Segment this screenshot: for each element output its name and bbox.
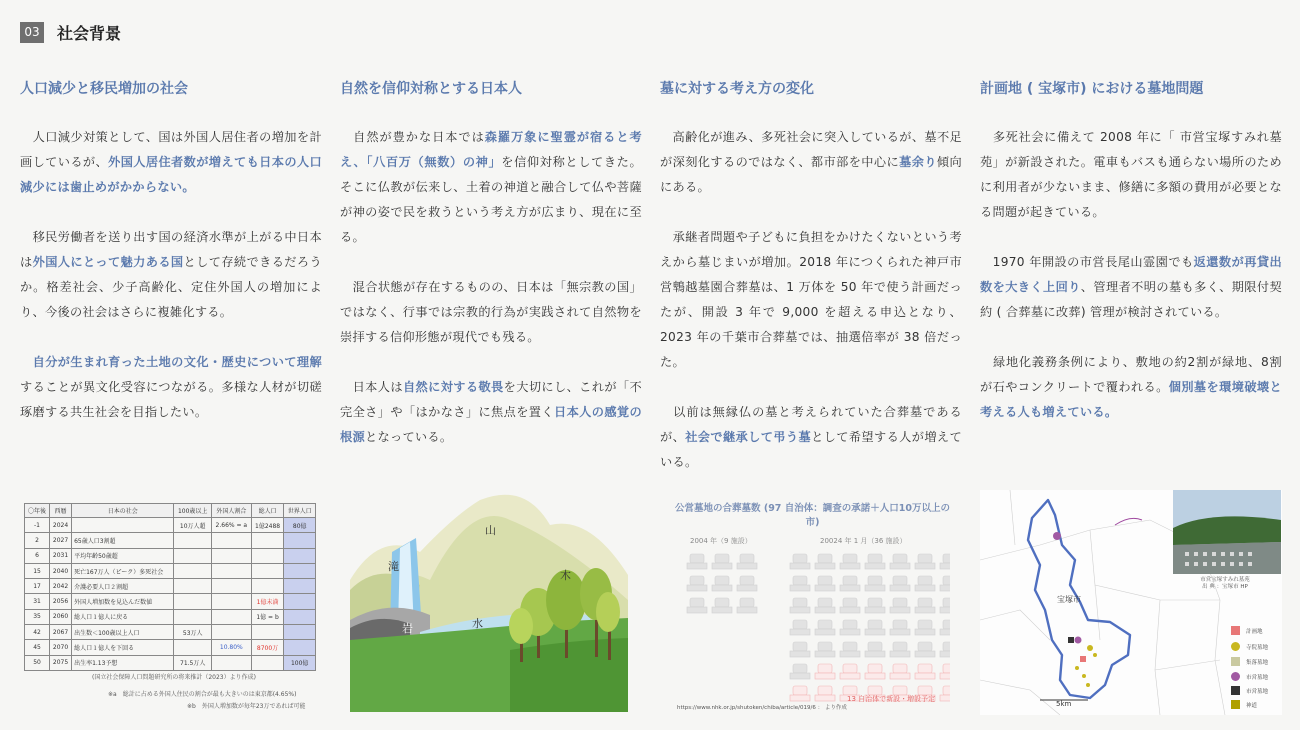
- table-cell: 出生数＜100歳以上人口: [72, 625, 174, 640]
- table-cell: [211, 609, 251, 624]
- column-grave-views: [660, 78, 962, 500]
- map-marker-temple-2: [1093, 653, 1097, 657]
- table-cell: 17: [25, 579, 50, 594]
- body-text: することが異文化受容につながる。多様な人材が切磋琢磨する共生社会を目指したい。: [20, 380, 322, 419]
- grave-icon: [940, 686, 950, 701]
- label-water: 水: [472, 617, 483, 630]
- map-marker-plan: [1080, 656, 1086, 662]
- table-cell: [251, 563, 284, 578]
- table-cell: [251, 579, 284, 594]
- table-cell: 2075: [50, 655, 72, 670]
- paragraph: [20, 350, 322, 425]
- grave-icon: [840, 598, 860, 613]
- table-row: [25, 655, 316, 670]
- table-cell: 総人口１億人を下回る: [72, 640, 174, 655]
- nature-illustration-svg: [350, 490, 628, 712]
- table-cell: 42: [25, 625, 50, 640]
- grave-icon: [687, 576, 707, 591]
- grave-icon: [737, 554, 757, 569]
- grave-icon: [865, 576, 885, 591]
- grave-icon: [865, 620, 885, 635]
- label-waterfall: 滝: [388, 560, 399, 573]
- grave-icon: [840, 664, 860, 679]
- table-cell: [174, 548, 211, 563]
- paragraph: [340, 375, 642, 450]
- table-header-cell: 100歳以上: [174, 504, 211, 518]
- table-cell: [174, 609, 211, 624]
- grave-icon: [790, 554, 810, 569]
- grave-icon: [865, 554, 885, 569]
- table-cell: 45: [25, 640, 50, 655]
- table-cell: [251, 548, 284, 563]
- table-cell: 2042: [50, 579, 72, 594]
- photo-caption: 市営宝塚すみれ墓苑: [1200, 577, 1250, 583]
- map-marker-temple-4: [1082, 674, 1086, 678]
- table-cell: [284, 579, 316, 594]
- body-text: を大切にし、これが「不完全さ」や「はかなさ」に焦点を置く: [340, 380, 642, 419]
- chart-pictogram: [675, 550, 950, 710]
- legend-village-icon: [1231, 657, 1240, 666]
- table-cell: [284, 625, 316, 640]
- table-row: [25, 579, 316, 594]
- grave-icon: [687, 554, 707, 569]
- map-marker-municipal: [1053, 532, 1061, 540]
- table-cell: [284, 533, 316, 548]
- body-text: 1970 年開設の市営長尾山霊園でも: [980, 255, 1194, 269]
- table-header-cell: 日本の社会: [72, 504, 174, 518]
- table-cell: [211, 594, 251, 609]
- highlight-text: 社会で継承して弔う墓: [685, 430, 812, 444]
- grave-icon: [915, 576, 935, 591]
- table-cell: 1億 = b: [251, 609, 284, 624]
- chart-label-2024: 20024 年 1 月（36 施設）: [820, 537, 907, 545]
- map-marker-municipal-2: [1075, 637, 1082, 644]
- column-heading: 人口減少と移民増加の社会: [20, 81, 188, 97]
- table-cell: 2060: [50, 609, 72, 624]
- grave-icon: [865, 642, 885, 657]
- table-cell: 平均年齢50歳超: [72, 548, 174, 563]
- table-cell: 65歳人口3割超: [72, 533, 174, 548]
- grave-icon: [890, 642, 910, 657]
- grave-icon: [915, 642, 935, 657]
- table-cell: 2031: [50, 548, 72, 563]
- grave-icon: [712, 598, 732, 613]
- grave-icon: [815, 642, 835, 657]
- grave-icon: [890, 554, 910, 569]
- grave-icon: [940, 620, 950, 635]
- grave-icon: [940, 642, 950, 657]
- column-body: [20, 125, 322, 425]
- table-cell: [174, 594, 211, 609]
- legend-label: 寺院墓地: [1246, 645, 1269, 651]
- table-cell: [284, 563, 316, 578]
- grave-icon: [790, 620, 810, 635]
- highlight-text: 自分が生まれ育った土地の文化・歴史について理解: [20, 355, 322, 369]
- body-text: を信仰対称としてきた。そこに仏教が伝来し、土着の神道と融合して仏や菩薩が神の姿で民を救うという考え方が広まり、現在に至る。: [340, 155, 642, 244]
- legend-label: 計画地: [1246, 629, 1263, 635]
- paragraph: [20, 225, 322, 325]
- grave-icon: [737, 598, 757, 613]
- highlight-text: 個別墓を環境破壊と考える人も増えている。: [980, 380, 1283, 419]
- table-cell: [211, 625, 251, 640]
- grave-icon: [815, 686, 835, 701]
- table-cell: 15: [25, 563, 50, 578]
- table-cell: 71.5万人: [174, 655, 211, 670]
- table-row: [25, 594, 316, 609]
- table-row: [25, 533, 316, 548]
- table-cell: 8700万: [251, 640, 284, 655]
- paragraph: [980, 125, 1282, 225]
- grave-icon: [940, 598, 950, 613]
- body-text: 人口減少対策として、国は外国人居住者の増加を計画しているが、: [20, 130, 322, 169]
- body-text: となっている。: [364, 430, 453, 444]
- legend-temple-icon: [1231, 642, 1240, 651]
- table-cell: [174, 563, 211, 578]
- body-text: 混合状態が存在するものの、日本は「無宗教の国」ではなく、行事では宗教的行為が実践されて自然物を崇拝する信仰形態が現代でも残る。: [340, 280, 642, 344]
- highlight-text: 外国人にとって魅力ある国: [32, 255, 184, 269]
- grave-icon: [815, 598, 835, 613]
- grave-icon: [890, 620, 910, 635]
- map-marker-temple: [1087, 645, 1093, 651]
- table-cell: [72, 518, 174, 533]
- highlight-text: 返還数が再貸出数を大きく上回り: [980, 255, 1282, 294]
- table-cell: 2027: [50, 533, 72, 548]
- chart-title: 公営墓地の合葬墓数 (97 自治体：調査の承諾＋人口10万以上の市): [675, 503, 950, 528]
- highlight-text: 墓余り: [899, 155, 937, 169]
- table-cell: 10.80%: [211, 640, 251, 655]
- takarazuka-map: [980, 490, 1282, 715]
- label-tree: 木: [560, 569, 571, 582]
- grave-icon: [915, 554, 935, 569]
- table-cell: 80億: [284, 518, 316, 533]
- label-rock: 岩: [402, 622, 413, 635]
- table-cell: 53万人: [174, 625, 211, 640]
- table-row: [25, 609, 316, 624]
- map-scale-label: 5km: [1056, 700, 1072, 708]
- column-body: [340, 125, 642, 450]
- grave-icon: [840, 620, 860, 635]
- grave-icon: [840, 576, 860, 591]
- chart-source: https://www.nhk.or.jp/shutoken/chiba/article/019/6 ： より作成: [677, 705, 847, 711]
- table-cell: [174, 640, 211, 655]
- legend-shrine-icon: [1231, 700, 1240, 709]
- paragraph: [660, 125, 962, 200]
- table-cell: [284, 609, 316, 624]
- table-cell: 35: [25, 609, 50, 624]
- grave-icon: [815, 664, 835, 679]
- table-cell: 死亡167万人（ピーク）多死社会: [72, 563, 174, 578]
- table-cell: 50: [25, 655, 50, 670]
- map-city-label: 宝塚市: [1057, 595, 1081, 604]
- column-population: [20, 78, 322, 450]
- table-cell: 2: [25, 533, 50, 548]
- body-text: 緑地化義務条例により、敷地の約2割が緑地、8割が石やコンクリートで覆われる。: [980, 355, 1282, 394]
- grave-icon: [940, 576, 950, 591]
- table-cell: [211, 563, 251, 578]
- body-text: 以前は無縁仏の墓と考えられていた合葬墓であるが、: [660, 405, 962, 444]
- grave-icon: [790, 598, 810, 613]
- grave-icon: [865, 598, 885, 613]
- table-cell: [251, 625, 284, 640]
- column-takarazuka: [980, 78, 1282, 450]
- table-cell: [211, 533, 251, 548]
- chart-label-2004: 2004 年（9 施設）: [690, 537, 752, 545]
- grave-icon: [940, 554, 950, 569]
- table-source: (国立社会保障人口問題研究所の将来推計（2023）より作成): [92, 673, 256, 681]
- paragraph: [340, 125, 642, 250]
- legend-label: 市営墓地: [1246, 675, 1269, 681]
- table-cell: 10万人超: [174, 518, 211, 533]
- body-text: 自然が豊かな日本では: [340, 130, 485, 144]
- table-cell: [174, 579, 211, 594]
- column-nature-belief: [340, 78, 642, 475]
- body-text: 移民労働者を送り出す国の経済水準が上がる中日本は: [20, 230, 322, 269]
- highlight-text: 日本人の感覚の根源: [340, 405, 642, 444]
- column-heading: 墓に対する考え方の変化: [660, 81, 814, 97]
- table-row: [25, 625, 316, 640]
- table-cell: 2024: [50, 518, 72, 533]
- map-marker-site: [1068, 637, 1074, 643]
- legend-municipal-icon: [1231, 672, 1240, 681]
- grave-icon: [790, 686, 810, 701]
- table-cell: [284, 594, 316, 609]
- table-cell: 2040: [50, 563, 72, 578]
- chart-plan-note: 13 自治体で新設・増設予定: [847, 695, 936, 703]
- table-cell: [251, 655, 284, 670]
- table-cell: 2.66% = a: [211, 518, 251, 533]
- body-text: 日本人は: [340, 380, 403, 394]
- table-cell: [284, 548, 316, 563]
- grave-icon: [790, 576, 810, 591]
- legend-label: 市営墓地: [1246, 689, 1269, 695]
- table-cell: [251, 533, 284, 548]
- table-cell: [211, 579, 251, 594]
- highlight-text: 自然に対する敬畏: [402, 380, 504, 394]
- table-cell: 介護必要人口２割超: [72, 579, 174, 594]
- table-cell: 1億2488: [251, 518, 284, 533]
- grave-icon: [865, 664, 885, 679]
- table-cell: 2067: [50, 625, 72, 640]
- table-header-cell: 総人口: [251, 504, 284, 518]
- column-body: [660, 125, 962, 475]
- grave-icon: [712, 576, 732, 591]
- grave-icon: [790, 664, 810, 679]
- grave-icon: [790, 642, 810, 657]
- table-cell: [284, 640, 316, 655]
- grave-icon: [712, 554, 732, 569]
- nature-illustration: [350, 490, 628, 715]
- table-header-cell: 外国人割合: [211, 504, 251, 518]
- column-heading: 自然を信仰対称とする日本人: [340, 81, 522, 97]
- paragraph: [660, 400, 962, 475]
- grave-icon: [915, 664, 935, 679]
- table-row: [25, 548, 316, 563]
- body-text: 承継者問題や子どもに負担をかけたくないという考えから墓じまいが増加。2018 年につくられた神戸市営鵯越墓園合葬墓は、1 万体を 50 年で使う計画だったが、開設 3 年で 9,000 を超える申込となり、2023 年の千葉市合葬墓では、抽選倍率が 38 倍だった。: [660, 230, 962, 369]
- body-text: 傾向にある。: [660, 155, 962, 194]
- highlight-text: 森羅万象に聖霊が宿ると考え、「八百万（無数）の神」: [340, 130, 642, 169]
- grave-icon: [840, 554, 860, 569]
- table-header-cell: 西暦: [50, 504, 72, 518]
- legend-plan-icon: [1231, 626, 1240, 635]
- body-text: として希望する人が増えている。: [660, 430, 963, 469]
- table-cell: 6: [25, 548, 50, 563]
- grave-icon: [890, 576, 910, 591]
- grave-icon: [815, 576, 835, 591]
- population-table: [24, 503, 316, 671]
- grave-icon: [840, 642, 860, 657]
- section-number: 03: [20, 22, 44, 43]
- grave-icon: [815, 620, 835, 635]
- paragraph: [980, 250, 1282, 325]
- table-cell: 2056: [50, 594, 72, 609]
- grave-icon: [915, 598, 935, 613]
- legend-municipal2-icon: [1231, 686, 1240, 695]
- table-cell: 出生率1.13予想: [72, 655, 174, 670]
- table-cell: 外国人増加数を見込んだ数値: [72, 594, 174, 609]
- table-header-cell: 〇年後: [25, 504, 50, 518]
- joint-grave-chart: [675, 500, 950, 725]
- body-text: 多死社会に備えて 2008 年に「 市営宝塚すみれ墓苑」が新設された。電車もバスも通らない場所のために利用者が少ないまま、修繕に多額の費用が必要となる問題が起きている。: [980, 130, 1282, 219]
- table-cell: [174, 533, 211, 548]
- grave-icon: [940, 664, 950, 679]
- table-header-cell: 世界人口: [284, 504, 316, 518]
- table-note-a: ※a 総計に占める外国人住民の割合が最も大きいのは東京都(4.65%): [108, 690, 297, 698]
- paragraph: [340, 275, 642, 350]
- table-cell: 100億: [284, 655, 316, 670]
- grave-icon: [815, 554, 835, 569]
- table-row: [25, 563, 316, 578]
- paragraph: [20, 125, 322, 200]
- table-row: [25, 518, 316, 533]
- table-cell: 2070: [50, 640, 72, 655]
- map-marker-temple-5: [1086, 683, 1090, 687]
- table-row: [25, 640, 316, 655]
- photo-source: 出 典 ：宝塚市 HP: [1202, 584, 1248, 590]
- map-svg: [980, 490, 1282, 715]
- table-note-b: ※b 外国人増加数が毎年23万であれば可能: [187, 702, 306, 710]
- column-heading: 計画地 ( 宝塚市) における墓地問題: [980, 81, 1204, 97]
- table-cell: [211, 548, 251, 563]
- table-cell: 31: [25, 594, 50, 609]
- body-text: として存続できるだろうか。格差社会、少子高齢化、定住外国人の増加により、今後の社会はさらに複雑化する。: [20, 255, 322, 319]
- body-text: 、管理者不明の墓も多く、期限付契約 ( 合葬墓に改葬) 管理が検討されている。: [980, 280, 1282, 319]
- highlight-text: 外国人居住者数が増えても日本の人口減少には歯止めがかからない。: [20, 155, 322, 194]
- table-cell: 総人口１億人に戻る: [72, 609, 174, 624]
- paragraph: [980, 350, 1282, 425]
- grave-icon: [687, 598, 707, 613]
- grave-icon: [737, 576, 757, 591]
- body-text: 高齢化が進み、多死社会に突入しているが、墓不足が深刻化するのではなく、都市部を中心に: [660, 130, 962, 169]
- legend-label: 神道: [1246, 703, 1258, 709]
- grave-icon: [890, 598, 910, 613]
- table-cell: -1: [25, 518, 50, 533]
- legend-label: 集落墓地: [1246, 660, 1269, 666]
- section-title: 社会背景: [57, 24, 122, 43]
- column-body: [980, 125, 1282, 425]
- grave-icon: [890, 664, 910, 679]
- label-mountain: 山: [485, 524, 496, 537]
- paragraph: [660, 225, 962, 375]
- population-table-figure: [24, 503, 324, 728]
- map-marker-temple-3: [1075, 666, 1079, 670]
- table-cell: [211, 655, 251, 670]
- table-cell: 1億未満: [251, 594, 284, 609]
- grave-icon: [915, 620, 935, 635]
